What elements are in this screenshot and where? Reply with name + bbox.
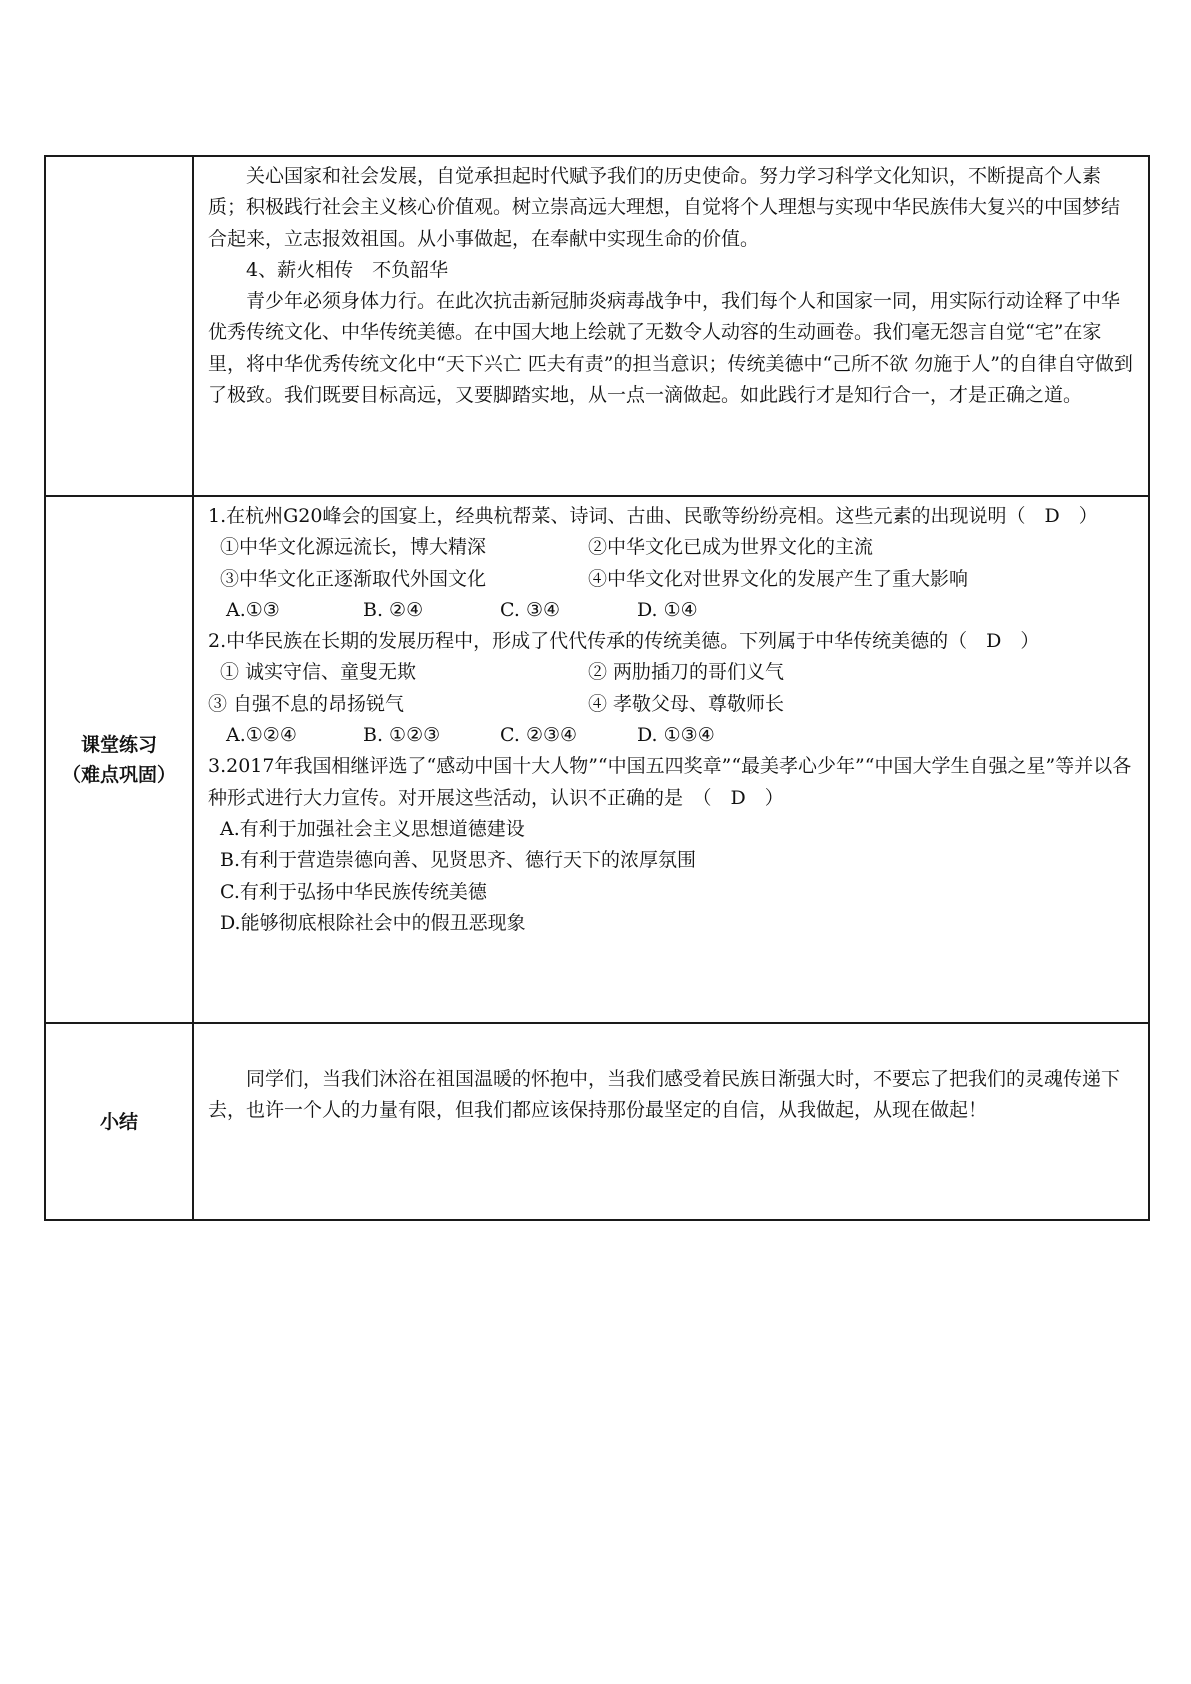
lesson-plan-table (44, 155, 1150, 1221)
exercise-content-cell (193, 496, 1149, 1023)
question-1-options-row (208, 532, 1134, 563)
question-1-statement-2: ②中华文化已成为世界文化的主流 (588, 536, 874, 559)
question-1-choice-d: D. ①④ (637, 598, 698, 621)
reflection-content-cell (193, 156, 1149, 496)
table-row (45, 1023, 1149, 1220)
question-2-statement-2: ② 两肋插刀的哥们义气 (588, 661, 785, 684)
question-2-choice-b: B. ①②③ (363, 724, 441, 747)
question-1-stem: 1.在杭州G20峰会的国宴上，经典杭帮菜、诗词、古曲、民歌等纷纷亮相。这些元素的出现说明（ D ） (208, 505, 1098, 527)
reflection-paragraph: 关心国家和社会发展，自觉承担起时代赋予我们的历史使命。努力学习科学文化知识，不断提高个人素质；积极践行社会主义核心价值观。树立崇高远大理想，自觉将个人理想与实现中华民族伟大复兴的中国梦结合起来，立志报效祖国。从小事做起，在奉献中实现生命的价值。 (208, 165, 1121, 250)
summary-paragraph: 同学们，当我们沐浴在祖国温暖的怀抱中，当我们感受着民族日渐强大时，不要忘了把我们的灵魂传递下去，也许一个人的力量有限，但我们都应该保持那份最坚定的自信，从我做起，从现在做起！ (208, 1068, 1121, 1122)
question-2-statement-3: ③ 自强不息的昂扬锐气 (208, 692, 405, 715)
table-row (45, 496, 1149, 1023)
summary-content-cell (193, 1023, 1149, 1220)
question-1-choice-a: A.①③ (226, 598, 280, 621)
table-row (45, 156, 1149, 496)
question-3-stem: 3.2017年我国相继评选了“感动中国十大人物”“中国五四奖章”“最美孝心少年”“中国大学生自强之星”等并以各种形式进行大力宣传。对开展这些活动，认识不正确的是 （ D ） (208, 755, 1132, 809)
question-1-statement-3: ③中华文化正逐渐取代外国文化 (220, 567, 487, 590)
question-3-choice-b: B.有利于营造崇德向善、见贤思齐、德行天下的浓厚氛围 (220, 849, 697, 872)
question-3-choice-a: A.有利于加强社会主义思想道德建设 (220, 817, 525, 840)
question-1-statement-4: ④中华文化对世界文化的发展产生了重大影响 (588, 567, 969, 590)
row-label-practice (45, 496, 193, 1023)
row-label-summary: 小结 (45, 1023, 193, 1220)
question-1-choice-c: C. ③④ (500, 598, 561, 621)
practice-label: 课堂练习 (80, 733, 157, 756)
row-label-empty (45, 156, 193, 496)
question-2-answers (208, 720, 1134, 751)
practice-sublabel: （难点巩固） (61, 763, 176, 786)
question-1-answers (208, 595, 1134, 626)
question-2-stem: 2.中华民族在长期的发展历程中，形成了代代传承的传统美德。下列属于中华传统美德的（ D ） (208, 630, 1040, 653)
question-2-choice-d: D. ①③④ (637, 724, 715, 747)
question-2-statement-1: ① 诚实守信、童叟无欺 (220, 661, 417, 684)
section-heading: 4、薪火相传 不负韶华 (246, 258, 449, 281)
question-2-choice-a: A.①②④ (226, 724, 297, 747)
question-2-options-row (208, 657, 1134, 688)
question-1-options-row (208, 564, 1134, 595)
question-3-choice-c: C.有利于弘扬中华民族传统美德 (220, 880, 487, 903)
question-1-statement-1: ①中华文化源远流长，博大精深 (220, 536, 487, 559)
question-1-choice-b: B. ②④ (363, 598, 424, 621)
question-2-options-row (208, 689, 1134, 720)
question-2-choice-c: C. ②③④ (500, 724, 578, 747)
question-2-statement-4: ④ 孝敬父母、尊敬师长 (588, 692, 785, 715)
youth-paragraph: 青少年必须身体力行。在此次抗击新冠肺炎病毒战争中，我们每个人和国家一同，用实际行动诠释了中华优秀传统文化、中华传统美德。在中国大地上绘就了无数令人动容的生动画卷。我们毫无怨言自觉“宅”在家里，将中华优秀传统文化中“天下兴亡 匹夫有责”的担当意识；传统美德中“己所不欲 勿施于人”的自律自守做到了极致。我们既要目标高远，又要脚踏实地，从一点一滴做起。如此践行才是知行合一，才是正确之道。 (208, 290, 1133, 407)
question-3-choice-d: D.能够彻底根除社会中的假丑恶现象 (220, 911, 526, 934)
